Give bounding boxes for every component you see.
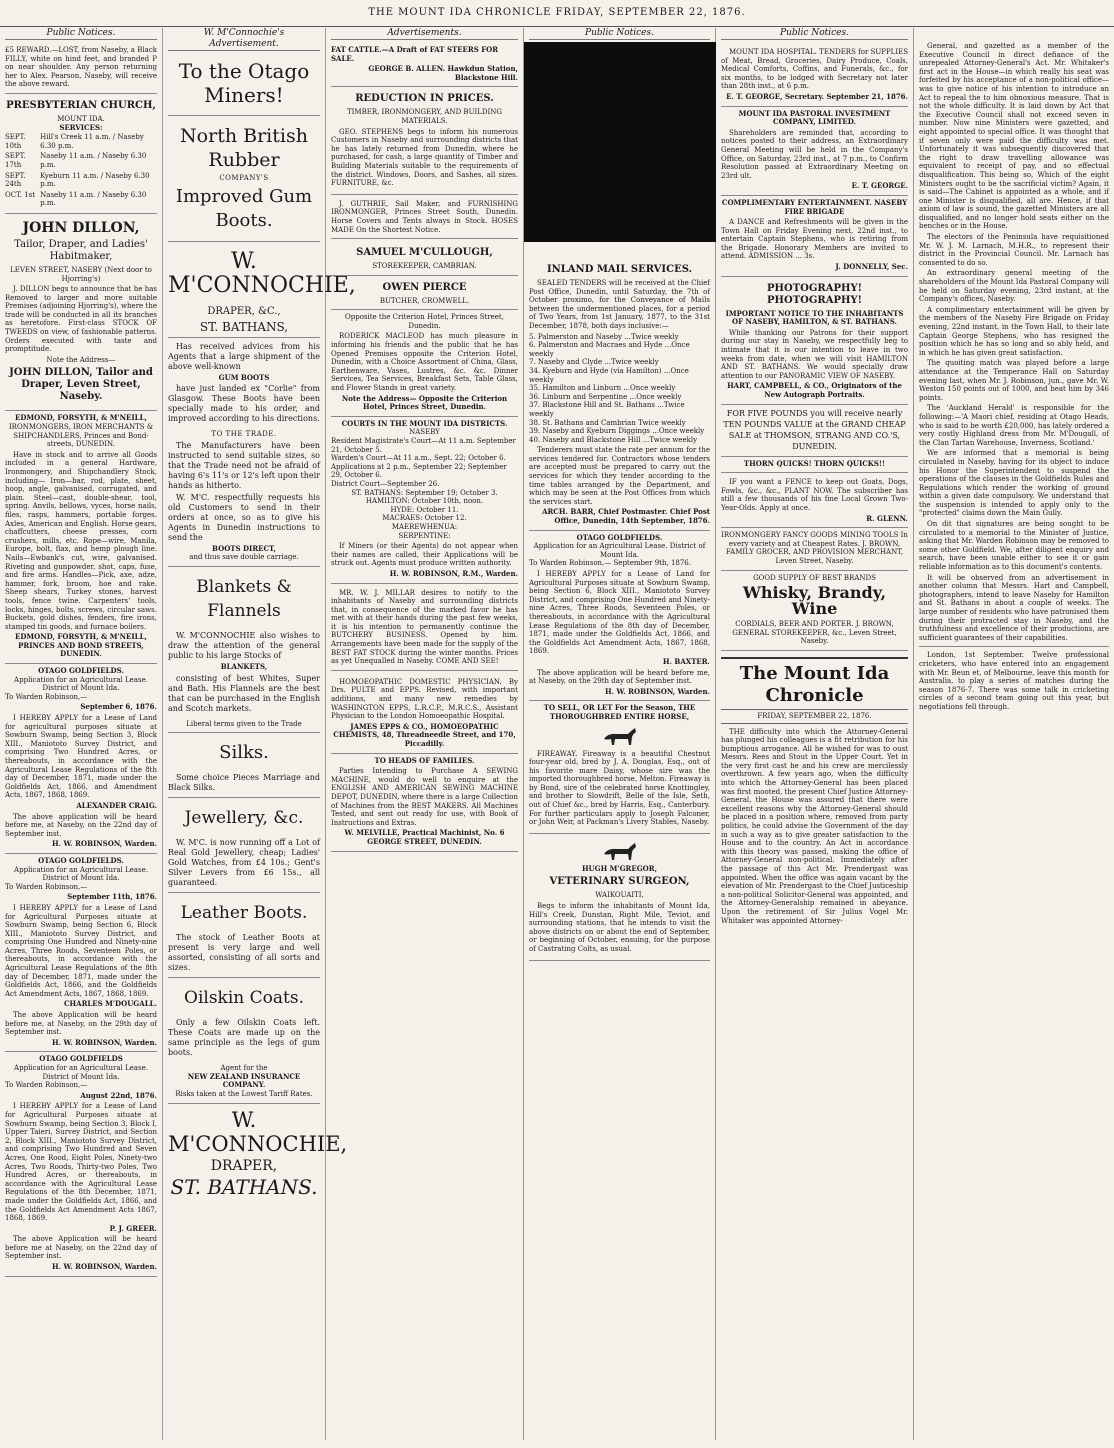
risks-line: Risks taken at the Lowest Tariff Rates.: [175, 1089, 313, 1098]
news-paragraph: We are informed that a memorial is being circulated in Naseby, having for its object to induce his Honor the Superintendent to suspend the operations of the clauses in the Goldfields Rules and Regulations which render the working of ground within a given date compulsory. We understand that the suspension is intended to apply only to the "protected" claims down the Main Gully.: [919, 449, 1109, 518]
goldfields-warden: H. W. ROBINSON, Warden.: [52, 839, 157, 849]
leather-body: The stock of Leather Boots at present is very large and well assorted, consisting of all sorts and sizes.: [168, 933, 320, 973]
spirits-pre: GOOD SUPPLY OF BEST BRANDS: [753, 573, 876, 582]
fence-signature: R. GLENN.: [866, 513, 908, 523]
goldfields-warden: H. W. ROBINSON, Warden.: [52, 1262, 157, 1272]
dillon-note: Note the Address—: [46, 355, 116, 364]
homoeopathic-advert: [331, 673, 518, 754]
brigade-signature: J. DONNELLY, Sec.: [835, 262, 908, 272]
courts-title: COURTS IN THE MOUNT IDA DISTRICTS.: [341, 418, 508, 428]
silks-headline: Silks.: [219, 742, 269, 764]
dillon-advert: [5, 214, 157, 412]
fence-body: IF you want a FENCE to keep out Goats, Dogs, Fowls, &c., &c., PLANT NOW. The subscriber has still a few thousands of his fine Local Grown Two-Year-Olds. Apply at once.: [721, 478, 908, 512]
macleod-advert: [331, 310, 518, 417]
courts-entry: MACRAES: October 12.: [382, 514, 467, 523]
goldfields-applicant: ALEXANDER CRAIG.: [76, 800, 157, 810]
table-row: [5, 190, 157, 209]
mail-body: SEALED TENDERS will be received at the Chief Post Office, Dunedin, until Saturday, the 7th of October proximo, for the Conveyance of Mails between the undermentioned places, for a period of Two Years, from 1st January, 1877, to the 31st December, 1878, both days inclusive:—: [529, 279, 710, 330]
goldfields-line: Application for an Agricultural Lease.: [14, 675, 148, 684]
mcculloch-sub: STOREKEEPER, CAMBRIAN.: [372, 262, 477, 271]
photography-advert: [721, 277, 908, 405]
photo-body: While thanking our Patrons for their support during our stay in Naseby, we respectfully beg to intimate that it is our intention to leave in two weeks from date, when we will visit HAMILTON AND ST. BATHANS. We would specially draw attention to our PANORAMIC VIEW OF NASEBY.: [721, 328, 908, 380]
macleod-head: Opposite the Criterion Hotel, Princes Street, Dunedin.: [345, 313, 504, 330]
goldfields-body: I HEREBY APPLY for a Lease of Land for Agricultural Purposes situate at Sowburn Swamp, being Section 6, Block XIII., Maniototo Survey District, and comprising One Hundred and Ninety-nine Acres, Three Roods, Seventeen Poles, or thereabouts, in accordance with the Agricultural Lease Regulations of the 8th day of December, 1871, made under the Goldfields Act, 1866, and the Goldfields Act Amendment Acts, 1867, 1868, 1869.: [529, 570, 710, 656]
edmond-signature: EDMOND, FORSYTH, & M'NEILL, PRINCES AND BOND STREETS, DUNEDIN.: [15, 632, 147, 659]
column-editorial: [914, 28, 1114, 1440]
column-public-notices-3: [716, 28, 914, 1440]
service-date: SEPT. 10th: [5, 133, 26, 150]
mcculloch-advert: [331, 241, 518, 276]
column-heading: W. M'Connochie's Advertisement.: [168, 28, 320, 51]
goldfields-title: OTAGO GOLDFIELDS.: [38, 666, 124, 676]
goldfields-date: September 6, 1876.: [80, 702, 157, 712]
goldfields-warden: H. W. ROBINSON, Warden.: [605, 686, 710, 696]
courts-entry: ST. BATHANS: September 19; October 3.: [351, 488, 498, 497]
goldfields-body: I HEREBY APPLY for a Lease of Land for Agricultural Purposes situate at Sowburn Swamp, being Section 6, Block XIII., Maniototo Survey District, and comprising One Hundred and Ninety-nine Acres, Three Roods, Seventeen Poles, or thereabouts, in accordance with the Agricultural Lease Regulations of the 8th day of December, 1871, made under the Goldfields Act, 1866, and the Goldfields Act Amendment Acts, 1867, 1868, 1869.: [5, 903, 157, 998]
reduction-title: REDUCTION IN PRICES.: [355, 93, 494, 105]
mail-route: 6. Palmerston and Macraes and Hyde ...Once weekly: [529, 341, 690, 358]
homoeopathic-signature: JAMES EPPS & CO., HOMOEOPATHIC CHEMISTS, 48, Threadneedle Street, and 170, Piccadilly.: [333, 721, 516, 748]
column-heading: Public Notices.: [721, 28, 908, 40]
goldfields-title: OTAGO GOLDFIELDS: [39, 1054, 123, 1064]
goldfields-line: Application for an Agricultural Lease.: [14, 1064, 148, 1072]
mail-route: 36. Linburn and Serpentine ...Once weekly: [529, 392, 682, 401]
goldfields-to: To Warden Robinson,—: [5, 692, 88, 701]
goldfields-title: OTAGO GOLDFIELDS.: [576, 532, 663, 542]
london-cable: London, 1st September. Twelve professional cricketers, who have entered into an engagement with Mr. Beun et, of Melbourne, leave this month for Australia, to play a series of matches during the season 1876-7. There was some talk in cricketing circles of a second team going out this year, but negotiations fell through.: [919, 651, 1109, 711]
editorial-continued: General, and gazetted as a member of the Executive Council in direct defiance of the unrepealed Attorney-General's Act. Mr. Whitaker's first act in the House—in which really his seat was forfeited by his acceptance of a non-political office—was to give notice of his intention to introduce an Act to repeal the to him obnoxious measure. That is not the whole difficulty. It is laid down by Act that the Executive Council shall not exceed seven in number. Now nine Ministers were gazetted, and eight appointed to special office. It was thought that if seven only were paid the difficulty was met. Unfortunately it was subsequently discovered that the right to draw travelling allowance was equivalent to receipt of pay, and so effectual disqualification. This being so, Which of the eight Ministers ought to be the sacrificial victim? Again, it is said—The Cabinet is appointed as a whole, and if one Minister is disqualified, all are. Hence, if that axiom of law is sound, the gazetted Ministers are all disqualified, and no longer hold seats either on the benches or in the House.: [919, 42, 1109, 231]
goldfields-district: District of Mount Ida.: [42, 684, 120, 693]
column-mcconnochie: [163, 28, 356, 1440]
mail-route: 7. Naseby and Clyde ...Twice weekly: [529, 358, 659, 367]
mail-route: 34. Kyeburn and Hyde (via Hamilton) ...Once weekly: [529, 366, 689, 384]
news-paragraph: It will be observed from an advertisement in another column that Messrs. Hart and Campbell, photographers, intend to leave Naseby for Hamilton and St. Bathans in about a couple of weeks. The large number of residents who have patronised them during their protracted stay in Naseby, and the truthfulness and excellence of their productions, are sufficient guarantees of their capabilities.: [919, 573, 1109, 642]
photo-subtitle: IMPORTANT NOTICE TO THE INHABITANTS OF NASEBY, HAMILTON, & ST. BATHANS.: [725, 308, 904, 327]
editorial-text: THE difficulty into which the Attorney-General has plunged his colleagues is a fit retribution for his bumptious arrogance. All he wished for was to oust Messrs. Rees and Stout in the Upper Court. Yet in the very first cast he and his crew are mercilessly overthrown. A few years ago, when the difficulty into which the Attorney-General has been placed was first mooted, the present Chief Justice Attorney-General, the House was assured that there were excellent reasons why the Attorney-General should be placed in a position where, removed from party politics, he could advise the Government of the day in such a way as to give greater satisfaction to the House and to the country. An Act in accordance with this theory was passed, making the office of Attorney-General non-political. Immediately after the passage of this Act Mr. Prendergast was appointed. When the office was again vacant by the elevation of Mr. Prendergast to the Chief Justiceship a non-political Solicitor-General was appointed, and the Attorney-Generalship remained in abeyance. Upon the retirement of Sir Julius Vogel Mr. Whitaker was appointed Attorney-: [721, 727, 908, 925]
table-row: [5, 132, 157, 151]
fat-cattle-text: FAT CATTLE.—A Draft of FAT STEERS FOR SALE.: [331, 45, 499, 63]
edmond-body: Have in stock and to arrive all Goods included in a general Hardware, Ironmongery, and Shipchandlery Stock, including— Iron—bar, rod, plate, sheet, hoop, angle, galvanised, corrugated, and plain. Steel—cast, double-shear, tool, spring. Anvils, bellows, vyces, horse nails, files, rasps, hammers, portable forges. Axles, American and English. Horse gears, chaffcutters, cheese presses, corn crushers, mills, etc. Rope—wire, Manila, Europe, bolt, flax, and hemp plough line. Nails—Ewbank's cut, wire, galvanised. Riveting and gunpowder, shot, caps, fuse, and fire arms. Handles—Pick, axe, adze, hammer, fork, broom, hoe and rake. Sheep shears, Turkey stones, harvest tools, fence twine. Carpenters' tools, locks, hinges, bolts, screws, circular saws. Buckets, gold dishes, fenders, fire irons, stamped tin goods, and furnace boilers.: [5, 450, 157, 631]
liberal-terms: Liberal terms given to the Trade: [186, 719, 302, 728]
goldfields-notice: [529, 531, 710, 702]
veterinary-advert: [529, 834, 710, 961]
reward-notice: £5 REWARD.—LOST, from Naseby, a Black FILLY, white on hind feet, and branded P on near shoulder. Any person returning her to Alex. Pearson, Naseby, will receive the above reward.: [5, 43, 157, 94]
goldfields-notice: [5, 664, 157, 854]
service-times: Hill's Creek 11 a.m. / Naseby 6.30 p.m.: [40, 133, 144, 150]
guthrie-advert: J. GUTHRIE, Sail Maker, and FURNISHING IRONMONGER, Princes Street South, Dunedin. Horse Covers and Tents always in Stock. HOSES MADE On the Shortest Notice.: [331, 197, 518, 239]
courts-entry: HYDE: October 11.: [390, 505, 459, 514]
fireaway-body: FIREAWAY. Fireaway is a beautiful Chestnut four-year old, bred by J. A. Douglas, Esq., out of his favorite mare Daisy, whose sire was the imported thoroughbred horse, Melton. Fireaway is by Bond, sire of the celebrated horse Knottingley, and brother to Slowdrift, Belle of the Isle, Seth, out of Chief &c., bred by Harris, Esq., Canterbury. For further particulars apply to Joseph Falconer, or John Weir, at Packman's Livery Stables, Naseby.: [529, 749, 710, 827]
reduction-subtitle: TIMBER, IRONMONGERY, AND BUILDING MATERIALS.: [346, 108, 502, 125]
pierce-sub: BUTCHER, CROMWELL.: [379, 296, 470, 305]
courts-signature: H. W. ROBINSON, R.M., Warden.: [389, 568, 518, 578]
families-title: TO HEADS OF FAMILIES.: [374, 755, 475, 765]
pastoral-body: Shareholders are reminded that, according to notices posted to their address, an Extraordinary General Meeting will be held in the Company's Office, on Saturday, 23rd inst., at 7 p.m., to Confirm Resolution passed at Extraordinary Meeting on 23rd ult.: [721, 128, 908, 180]
courts-entry: MAEREWHENUA:: [391, 522, 458, 531]
jewellery-body: W. M'C. is now running off a Lot of Real Gold Jewellery, cheap; Ladies' Gold Watches, from £4 10s.; Gent's Silver Levers from £6 15s., all guaranteed.: [168, 838, 320, 888]
masthead: THE MOUNT IDA CHRONICLE FRIDAY, SEPTEMBER 22, 1876.: [0, 0, 1114, 27]
fence-advert: [721, 473, 908, 528]
goldfields-line: Application for an Agricultural Lease.: [14, 865, 148, 874]
mail-route: 5. Palmerston and Naseby ...Twice weekly: [529, 332, 679, 341]
blankets-body-2: consisting of best Whites, Super and Bath. His Flannels are the best that can be purchased in the English and Scotch markets.: [168, 673, 320, 713]
mail-title: INLAND MAIL SERVICES.: [546, 264, 693, 275]
oilskin-body: Only a few Oilskin Coats left. These Coats are made up on the same principle as the legs of gum boots.: [168, 1018, 320, 1058]
table-row: [5, 151, 157, 170]
boots-direct: BOOTS DIRECT,: [212, 543, 276, 553]
intro-text: Has received advices from his Agents that a large shipment of the above well-known: [168, 341, 320, 371]
mail-route: 35. Hamilton and Linburn ...Once weekly: [529, 384, 676, 393]
courts-entry: HAMILTON: October 10th, noon.: [365, 497, 484, 506]
rubber-headline: North British Rubber: [180, 125, 308, 171]
oilskin-headline: Oilskin Coats.: [184, 988, 304, 1009]
dillon-body: J. DILLON begs to announce that he has Removed to larger and more suitable Premises (adjoining Hjorring's), where the trade will be conducted in all its branches as heretofore. First-class STOCK OF TWEEDS on view, of fashionable patterns. Orders executed with taste and promptitude.: [5, 285, 157, 354]
dillon-name: JOHN DILLON,: [22, 219, 140, 236]
brigade-body: A DANCE and Refreshments will be given in the Town Hall on Friday Evening next, 22nd inst., to entertain Captain Stephens, who is retiring from the Brigade. Honorary Members are invited to attend. ADMISSION ... 3s.: [721, 218, 908, 261]
column-heading: Public Notices.: [5, 28, 157, 40]
mail-route: 37. Blackstone Hill and St. Bathans ...Twice weekly: [529, 401, 685, 418]
pastoral-notice: [721, 107, 908, 196]
column-public-notices: [0, 28, 163, 1440]
goldfields-to: To Warden Robinson,—: [5, 882, 88, 891]
service-times: Kyeburn 11 a.m. / Naseby 6.30 p.m.: [40, 171, 150, 189]
leather-headline: Leather Boots.: [180, 903, 308, 924]
church-subtitle: MOUNT IDA.: [57, 114, 105, 123]
reduction-advert: [331, 87, 518, 194]
mail-route: 39. Naseby and Kyeburn Diggings ...Once weekly: [529, 427, 705, 436]
fat-cattle-signature: GEORGE B. ALLEN. Hawkdun Station, Blackstone Hill.: [368, 64, 518, 82]
draper-line: DRAPER, &C.,: [207, 305, 281, 317]
service-times: Naseby 11 a.m. / Naseby 6.30 p.m.: [40, 152, 147, 169]
mail-services-notice: [529, 258, 710, 531]
trade-body: The Manufacturers have been instructed to send suitable sizes, so that the Trade need not be afraid of having 6's 11's or 12's left upon their hands as hitherto.: [168, 440, 320, 490]
column-advertisements: [326, 28, 524, 1440]
goldfields-heard: The above application will be heard before me, at Naseby, on the 22nd day of September inst.: [5, 812, 157, 838]
church-title: PRESBYTERIAN CHURCH,: [6, 99, 156, 111]
goldfields-to: To Warden Robinson,— September 9th, 1876.: [529, 559, 691, 568]
millar-advert: MR. W. J. MILLAR desires to notify to the inhabitants of Naseby and surrounding districts that, in consequence of the marked favor he has met with at their hands during the past few weeks, it is his intention to permanently continue the BUTCHERY BUSINESS. Opened by him. Arrangements have been made for the supply of the BEST FAT STOCK during the winter months. Prices as yet Unequalled in Naseby. COME AND SEE!: [331, 586, 518, 671]
dillon-signature: JOHN DILLON, Tailor and Draper, Leven Street, Naseby.: [9, 367, 153, 403]
vet-body: Begs to inform the inhabitants of Mount Ida, Hill's Creek, Dunstan, Right Mile, Teviot, and surrounding stations, that he intends to visit the above districts on or about the end of September, or beginning of October, ensuing, for the purpose of Castrating Colts, as usual.: [529, 902, 710, 953]
news-paragraph: The quoiting match was played before a large attendance at the Temperance Hall on Saturday evening last, when Mr. J. Robinson, jun., gave Mr. W. Weston 150 points out of 1000, and beat him by 346 points.: [919, 359, 1109, 402]
paper-date: FRIDAY, SEPTEMBER 22, 1876.: [721, 709, 908, 724]
paper-title: The Mount Ida Chronicle: [721, 657, 908, 707]
pierce-name: OWEN PIERCE: [382, 281, 467, 293]
services-heading: SERVICES:: [59, 122, 103, 132]
pastoral-title: MOUNT IDA PASTORAL INVESTMENT COMPANY, LIMITED.: [738, 108, 891, 127]
news-paragraph: The electors of the Peninsula have requisitioned Mr. W. J. M. Larnach, M.H.R., to represent their district in the Provincial Council. Mr. Larnach has consented to do so.: [919, 233, 1109, 267]
vet-place: WAIKOUAITI,: [595, 891, 644, 900]
service-date: SEPT. 17th: [5, 152, 26, 169]
silks-body: Some choice Pieces Marriage and Black Silks.: [168, 773, 320, 793]
gumboots-body: have just landed ex "Corlie" from Glasgow. These Boots have been specially made to his order, and improved according to his directions.: [168, 384, 320, 424]
services-table: [5, 132, 157, 209]
news-paragraph: A complimentary entertainment will be given by the members of the Naseby Fire Brigade on Friday evening, 22nd instant, in the Town Hall, to their late Captain George Stephens, who has resigned the position which he has so long and so ably held, and in which he has given great satisfaction.: [919, 305, 1109, 357]
spirits-post: CORDIALS, BEER AND PORTER. J. BROWN, GENERAL STOREKEEPER, &c., Leven Street, Naseby.: [732, 620, 897, 646]
macleod-signature: Note the Address— Opposite the Criterion Hotel, Princes Street, Dunedin.: [341, 393, 508, 412]
blankets-headline: Blankets & Flannels: [196, 576, 292, 621]
courts-entry: Resident Magistrate's Court—At 11 a.m. September 21, October 5.: [331, 437, 516, 454]
gumboots-label: GUM BOOTS: [218, 372, 270, 382]
edmond-title: EDMOND, FORSYTH, & M'NEILL,: [15, 413, 147, 423]
mail-signature: ARCH. BARR, Chief Postmaster. Chief Post Office, Dunedin, 14th September, 1876.: [542, 507, 710, 526]
goldfields-date: September 11th, 1876.: [67, 892, 157, 902]
goldfields-to: To Warden Robinson,—: [5, 1081, 88, 1090]
horse-icon: [600, 840, 640, 862]
brigade-title: COMPLIMENTARY ENTERTAINMENT. NASEBY FIRE BRIGADE: [721, 197, 908, 216]
jewellery-headline: Jewellery, &c.: [184, 808, 304, 829]
service-date: OCT. 1st: [5, 190, 36, 199]
courts-entry: NASEBY: [409, 428, 440, 437]
news-paragraph: An extraordinary general meeting of the shareholders of the Mount Ida Pastoral Company will be held on Saturday evening, 23rd instant, at the Company's offices, Naseby.: [919, 269, 1109, 304]
pastoral-signature: E. T. GEORGE.: [851, 181, 908, 191]
courts-entry: District Court—September 26.: [331, 479, 440, 488]
families-body: Parties Intending to Purchase A SEWING MACHINE, would do well to enquire at the ENGLISH AND AMERICAN SEWING MACHINE DEPOT, DUNEDIN, where there is a large Collection of Machines from the BEST MAKERS. All Machines Tested, and sent out ready for use, with Book of Instructions and Extras.: [331, 767, 518, 827]
courts-entry: Applications at 2 p.m., September 22; September 29, October 6.: [331, 462, 507, 480]
blankets-body: W. M'CONNOCHIE also wishes to draw the attention of the general public to his large Stocks of: [168, 630, 320, 660]
company-line: COMPANY'S: [219, 174, 269, 182]
goldfields-heard: The above Application will be heard before me, at Naseby, on the 29th day of September inst.: [5, 1011, 157, 1037]
footer-name: W. M'CONNOCHIE,: [168, 1107, 348, 1156]
goldfields-notice: [5, 854, 157, 1052]
fat-cattle-advert: [331, 43, 518, 87]
goldfields-district: District of Mount Ida.: [42, 874, 120, 883]
photo-signature: HART, CAMPBELL, & CO., Originators of the New Autograph Portraits.: [727, 381, 902, 399]
service-date: SEPT. 24th: [5, 171, 26, 189]
goldfields-warden: H. W. ROBINSON, Warden.: [52, 1037, 157, 1047]
mail-route: 38. St. Bathans and Cambrian Twice weekly: [529, 418, 686, 427]
place-line: ST. BATHANS,: [199, 319, 289, 334]
insurance-line: NEW ZEALAND INSURANCE COMPANY.: [187, 1071, 301, 1090]
blankets-word: BLANKETS,: [220, 661, 268, 671]
courts-note: If Miners (or their Agents) do not appear when their names are called, their Applications will be struck out. Agents must produce written authority.: [331, 542, 518, 568]
service-times: Naseby 11 a.m. / Naseby 6.30 p.m.: [40, 190, 147, 208]
column-heading: Public Notices.: [529, 28, 710, 40]
pierce-advert: [331, 276, 518, 311]
edmond-subtitle: IRONMONGERS, IRON MERCHANTS & SHIPCHANDLERS, Princes and Bond-streets, DUNEDIN.: [8, 423, 154, 449]
church-notice: [5, 94, 157, 214]
thorn-quicks: THORN QUICKS! THORN QUICKS!!: [721, 457, 908, 474]
hospital-body: MOUNT IDA HOSPITAL. TENDERS for SUPPLIES of Meat, Bread, Groceries, Dairy Produce, Coals, Medical Comforts, Coffins, and Funerals, &c., for six months, to be lodged with Secretary not later than 28th inst., at 6 p.m.: [721, 48, 908, 91]
mail-route: 40. Naseby and Blackstone Hill ...Twice weekly: [529, 435, 698, 444]
footer-draper: DRAPER,: [210, 1157, 278, 1174]
trade-body-2: W. M'C. respectfully requests his old Customers to send in their orders at once, so as to give his Agents in Dunedin instructions to send the: [168, 492, 320, 542]
goldfields-applicant: H. BAXTER.: [662, 656, 710, 666]
horse-icon: [600, 725, 640, 747]
goldfields-body: I HEREBY APPLY for a Lease of Land for Agricultural Purposes situate at Sowburn Swamp, being Section 3, Block I, Upper Taieri, Survey District, and Section 2, Block XIII., Maniototo Survey District, and comprising Two Hundred and Seven Acres, One Rood, Eight Poles, Ninety-two Acres, Two Roods, Thirty-two Poles, Two Hundred Acres, or thereabouts, in accordance with the Agricultural Lease Regulations of the 8th December, 1871, made under the Goldfields Act, 1866, and the Goldfields Act Amendment Acts 1867, 1868, 1869.: [5, 1102, 157, 1223]
mail-body-2: Tenderers must state the rate per annum for the services tendered for. Contractors whose tenders are accepted must be prepared to carry out the services for which they tender according to the time tables arranged by the Department, and which may be seen at the Post Offices from which the services start.: [529, 446, 710, 506]
vet-name: HUGH M'GREGOR,: [581, 863, 658, 873]
homoeopathic-body: HOMOEOPATHIC DOMESTIC PHYSICIAN. By Drs. PULTE and EPPS. Revised, with important additions, and many new remedies by WASHINGTON EPPS, L.R.C.P., M.R.C.S., Assistant Physician to the London Homoeopathic Hospital.: [331, 677, 518, 721]
goldfields-applicant: CHARLES M'DOUGALL.: [63, 999, 157, 1009]
miners-headline: To the Otago Miners!: [178, 59, 310, 107]
courts-notice: [331, 417, 518, 584]
reduction-body: GEO. STEPHENS begs to inform his numerous Customers in Naseby and surrounding districts that he has lately returned from Dunedin, where he purchased, for cash, a large quantity of Timber and Building Materials suitable to the requirements of the district. Windows, Doors, and Sashes, all sizes. FURNITURE, &c.: [331, 127, 518, 188]
courts-entry: SERPENTINE:: [398, 531, 451, 540]
goldfields-district: District of Mount Ida.: [42, 1072, 120, 1081]
horse-title: TO SELL, OR LET For the Season, THE THOROUGHBRED ENTIRE HORSE,: [543, 703, 696, 721]
table-row: [5, 171, 157, 190]
goldfields-heard: The above application will be heard before me, at Naseby, on the 29th day of September inst.: [529, 668, 710, 686]
redacted-block: [524, 42, 716, 242]
spirits-advert: [721, 571, 908, 651]
trade-heading: TO THE TRADE.: [211, 430, 277, 439]
horse-advert: [529, 701, 710, 834]
gumboots-headline: Improved Gum Boots.: [175, 185, 313, 231]
column-heading: Advertisements.: [331, 28, 518, 40]
dillon-address: LEVEN STREET, NASEBY (Next door to Hjorring's): [10, 265, 152, 283]
photo-title: PHOTOGRAPHY! PHOTOGRAPHY!: [767, 282, 862, 306]
edmond-advert: [5, 411, 157, 664]
goldfields-title: OTAGO GOLDFIELDS.: [38, 855, 124, 865]
vet-title: VETERINARY SURGEON,: [549, 876, 690, 888]
goldfields-date: August 22nd, 1876.: [80, 1090, 157, 1100]
footer-place: ST. BATHANS.: [170, 1174, 318, 1199]
goldfields-heard: The above Application will be heard before me at Naseby, on the 22nd day of September inst.: [5, 1235, 157, 1261]
mcconnochie-name: W. M'CONNOCHIE,: [168, 248, 356, 298]
mcculloch-name: SAMUEL M'CULLOUGH,: [356, 247, 493, 259]
save-line: and thus save double carriage.: [189, 553, 299, 562]
goldfields-notice: [5, 1052, 157, 1276]
hospital-notice: [721, 43, 908, 107]
ironmongery-advert: IRONMONGERY FANCY GOODS MINING TOOLS In every variety and at Cheapest Rates. J. BROWN, FAMILY GROCER, AND PROVISION MERCHANT, Leven Street, Naseby.: [721, 528, 908, 570]
goldfields-body: I HEREBY APPLY for a Lease of Land for agricultural purposes situate at Sowburn Swamp, being Section 3, Block XIII., Maniototo Survey District, and comprising Two Hundred Acres, or thereabouts, in accordance with the Agricultural Lease Regulations of the 8th day of December, 1871, made under the Goldfields Act, 1866, and Amendment Acts, 1867, 1868, 1869.: [5, 714, 157, 800]
goldfields-line: Application for an Agricultural Lease. District of Mount Ida.: [533, 542, 706, 559]
courts-entry: Warden's Court—At 11 a.m., Sept. 22; October 6.: [331, 454, 506, 463]
five-pounds-advert: FOR FIVE POUNDS you will receive nearly TEN POUNDS VALUE at the GRAND CHEAP SALE at THOMSON, STRANG AND CO.'S, DUNEDIN.: [721, 405, 908, 457]
spirits-headline: Whisky, Brandy, Wine: [742, 583, 887, 619]
families-advert: [331, 754, 518, 852]
agent-line: Agent for the: [220, 1064, 268, 1073]
dillon-trade: Tailor, Draper, and Ladies' Habitmaker,: [14, 238, 148, 262]
goldfields-applicant: P. J. GREER.: [109, 1223, 157, 1233]
news-paragraph: On dit that signatures are being sought to be circulated to a memorial to the Minister of Justice, asking that Mr. Warden Robinson may be removed to some other Goldfield. We, after diligent enquiry and search, have been unable either to see it or gain reliable information as to this document's contents.: [919, 520, 1109, 572]
macleod-body: RODERICK MACLEOD has much pleasure in informing his friends and the public that he has Opened Premises opposite the Criterion Hotel, Dunedin, with a Choice Assortment of China, Glass, Earthenware, Vases, Lustres, &c. &c. Dinner Services, Tea Services, Breakfast Sets, Table Glass, and Flower Stands in great variety.: [331, 332, 518, 393]
hospital-signature: E. T. GEORGE, Secretary. September 21, 1876.: [726, 91, 908, 101]
families-signature: W. MELVILLE, Practical Machinist, No. 6 GEORGE STREET, DUNEDIN.: [344, 828, 505, 846]
brigade-notice: [721, 196, 908, 277]
news-paragraph: The 'Auckland Herald' is responsible for the following:—'A Maori chief, residing at Otago Heads, who is said to be worth £20,000, has lately ordered a very costly Highland dress from Mr. M'Dougall, of the Clan Tartan Warehouse, Inverness, Scotland.': [919, 404, 1109, 447]
